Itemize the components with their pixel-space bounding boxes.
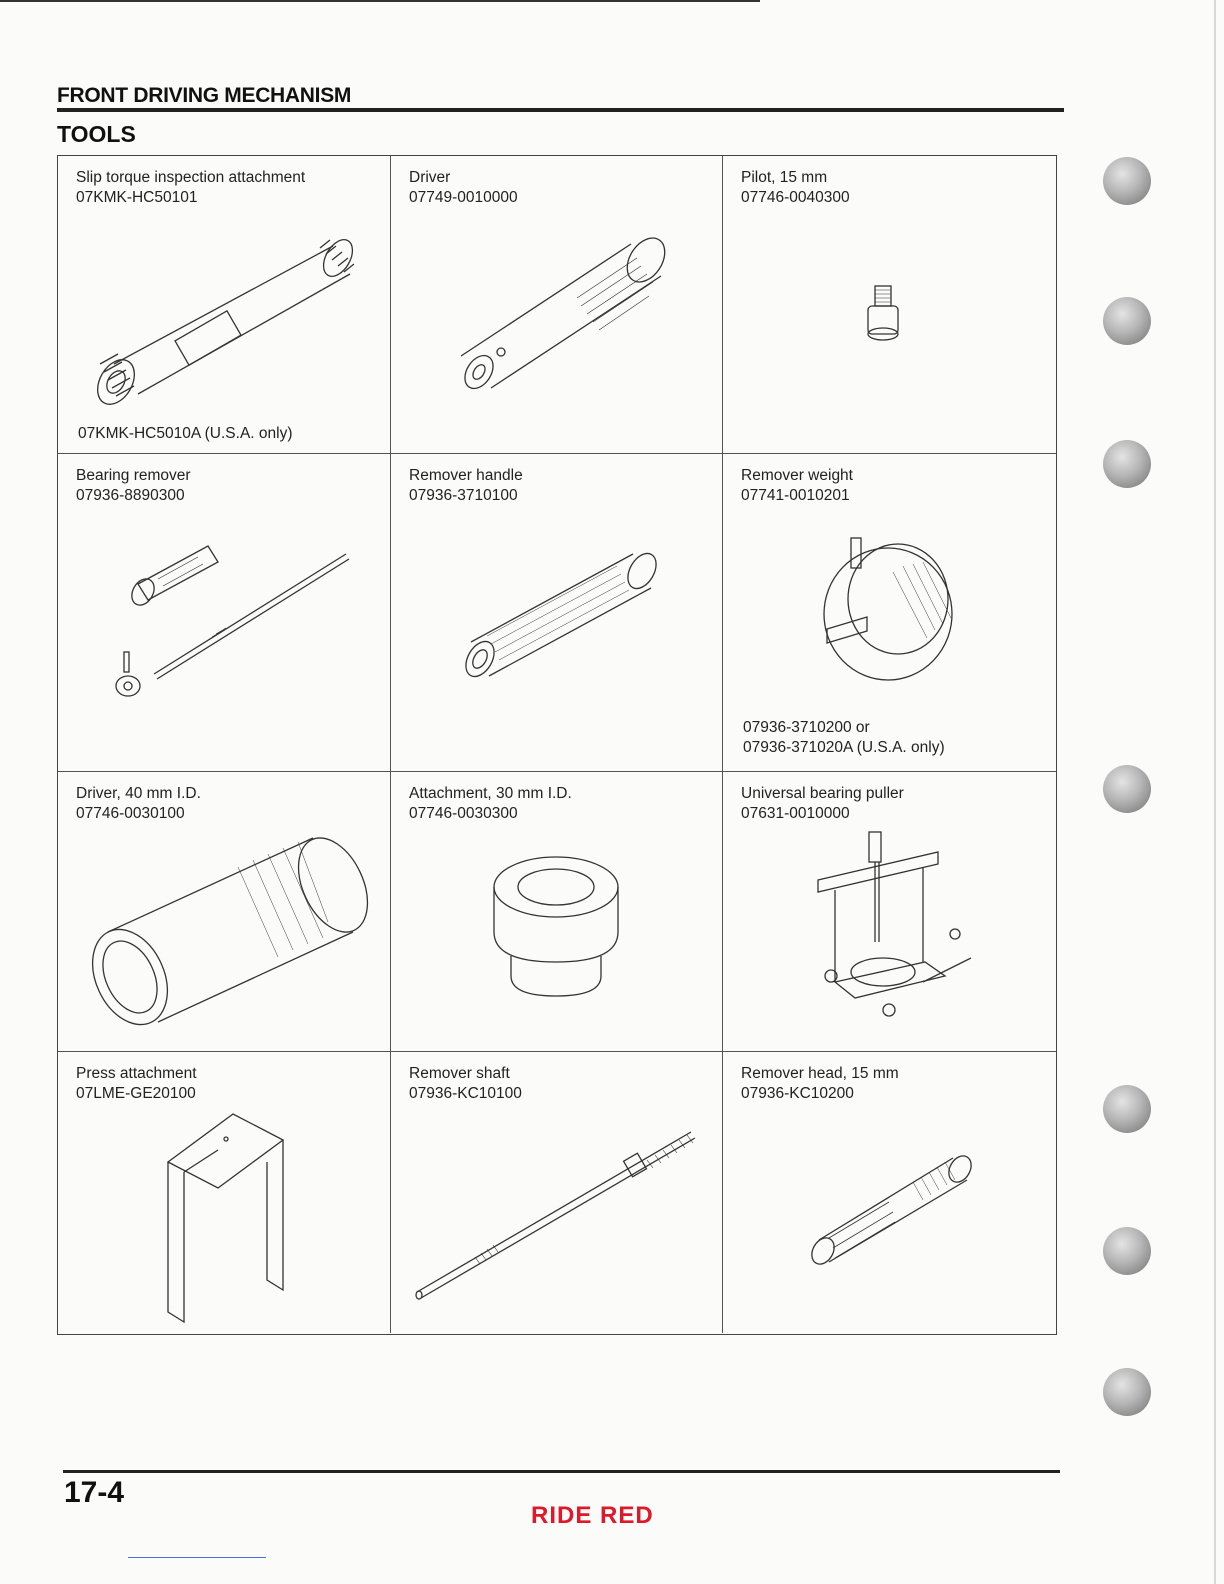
tool-part-number: 07749-0010000 — [409, 189, 518, 206]
tool-part-number: 07936-8890300 — [76, 487, 185, 504]
section-rule — [57, 108, 1064, 112]
tool-cell-pilot — [723, 156, 1056, 454]
brand-logo: RIDE RED — [531, 1502, 654, 1529]
attachment-30mm-illustration — [391, 772, 723, 1052]
tool-part-number: 07936-KC10200 — [741, 1085, 854, 1102]
tool-part-number: 07741-0010201 — [741, 487, 850, 504]
driver-illustration — [391, 156, 723, 454]
tool-name: Remover head, 15 mm — [741, 1065, 899, 1082]
tool-name: Universal bearing puller — [741, 785, 904, 802]
binder-hole — [1103, 765, 1151, 813]
top-edge-line — [0, 0, 760, 2]
binder-hole — [1103, 1085, 1151, 1133]
tool-cell-bearing-remover — [58, 454, 391, 772]
tool-cell-remover-weight — [723, 454, 1056, 772]
tool-part-number: 07746-0030300 — [409, 805, 518, 822]
tool-cell-driver-40mm — [58, 772, 391, 1052]
tool-name: Driver — [409, 169, 451, 186]
tool-part-number: 07KMK-HC50101 — [76, 189, 198, 206]
tool-cell-remover-handle — [391, 454, 723, 772]
tool-note: 07KMK-HC5010A (U.S.A. only) — [78, 425, 293, 442]
footer-rule — [63, 1470, 1060, 1473]
binder-hole — [1103, 297, 1151, 345]
tool-cell-attachment-30mm — [391, 772, 723, 1052]
tool-part-number: 07631-0010000 — [741, 805, 850, 822]
tool-cell-universal-bearing-puller — [723, 772, 1056, 1052]
subsection-title: TOOLS — [57, 121, 136, 147]
driver-40mm-illustration — [58, 772, 391, 1052]
tool-part-number: 07746-0040300 — [741, 189, 850, 206]
section-title: FRONT DRIVING MECHANISM — [57, 84, 352, 107]
remover-shaft-illustration — [391, 1052, 723, 1333]
remover-head-illustration — [723, 1052, 1056, 1333]
tool-part-number: 07746-0030100 — [76, 805, 185, 822]
binder-hole — [1103, 1368, 1151, 1416]
press-attachment-illustration — [58, 1052, 391, 1333]
bearing-remover-illustration — [58, 454, 391, 772]
remover-handle-illustration — [391, 454, 723, 772]
tools-table — [57, 155, 1057, 1335]
tool-note-secondary: 07936-371020A (U.S.A. only) — [743, 739, 945, 756]
tool-name: Driver, 40 mm I.D. — [76, 785, 201, 802]
tool-name: Remover weight — [741, 467, 853, 484]
tool-cell-remover-shaft — [391, 1052, 723, 1333]
tool-name: Bearing remover — [76, 467, 191, 484]
tool-name: Remover shaft — [409, 1065, 510, 1082]
page-edge — [1214, 0, 1216, 1584]
binder-hole — [1103, 1227, 1151, 1275]
page-number: 17-4 — [64, 1476, 125, 1509]
binder-hole — [1103, 440, 1151, 488]
slip-torque-attachment-illustration — [58, 156, 391, 454]
tool-name: Pilot, 15 mm — [741, 169, 828, 186]
tool-name: Press attachment — [76, 1065, 197, 1082]
tool-cell-press-attachment — [58, 1052, 391, 1333]
binder-hole — [1103, 157, 1151, 205]
universal-bearing-puller-illustration — [723, 772, 1056, 1052]
tool-cell-slip-torque-attachment — [58, 156, 391, 454]
tool-name: Remover handle — [409, 467, 523, 484]
tool-note: 07936-3710200 or — [743, 719, 870, 736]
tool-name: Slip torque inspection attachment — [76, 169, 306, 186]
tool-part-number: 07936-3710100 — [409, 487, 518, 504]
tool-cell-driver — [391, 156, 723, 454]
tool-cell-remover-head — [723, 1052, 1056, 1333]
tool-part-number: 07LME-GE20100 — [76, 1085, 196, 1102]
tool-name: Attachment, 30 mm I.D. — [409, 785, 572, 802]
pilot-illustration — [723, 156, 1056, 454]
tool-part-number: 07936-KC10100 — [409, 1085, 522, 1102]
bottom-link-underline — [128, 1557, 266, 1558]
